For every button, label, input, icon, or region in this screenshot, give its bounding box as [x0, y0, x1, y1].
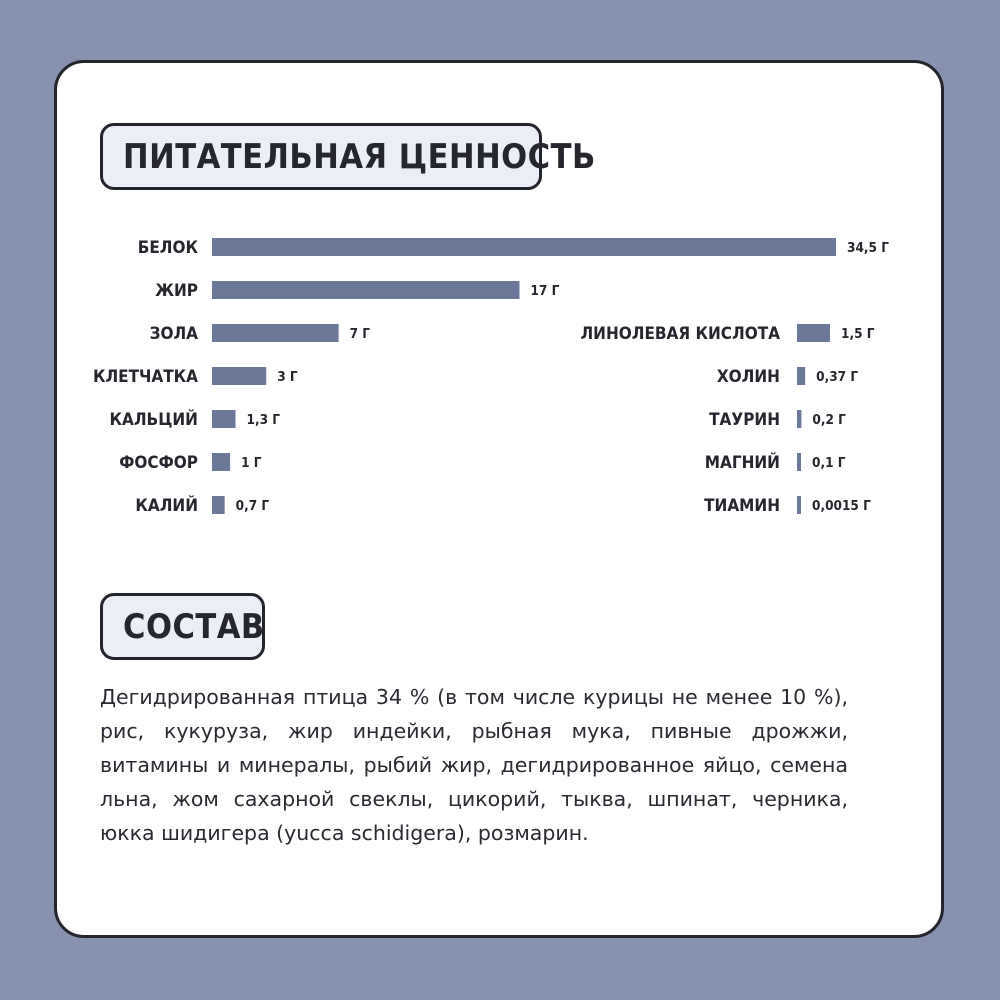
bar-series-left-5: [212, 453, 230, 471]
category-label: БЕЛОК: [137, 238, 198, 258]
value-label: 1 Г: [241, 455, 262, 471]
category-label: КЛЕТЧАТКА: [92, 367, 198, 387]
value-label: 0,0015 Г: [812, 498, 871, 514]
value-label: 0,37 Г: [816, 369, 859, 385]
category-label: МАГНИЙ: [704, 453, 780, 473]
bar-series-left-3: [212, 367, 266, 385]
category-label: ТАУРИН: [709, 410, 780, 430]
category-label: ЛИНОЛЕВАЯ КИСЛОТА: [580, 324, 780, 344]
category-label: ХОЛИН: [716, 367, 780, 387]
category-label: КАЛЬЦИЙ: [109, 410, 198, 430]
nutrition-title-text: ПИТАТЕЛЬНАЯ ЦЕННОСТЬ: [123, 136, 596, 177]
bar-series-left-2: [212, 324, 339, 342]
category-label: ФОСФОР: [119, 453, 198, 473]
value-label: 7 Г: [349, 326, 371, 342]
value-label: 3 Г: [277, 369, 298, 385]
value-label: 17 Г: [530, 283, 560, 299]
value-label: 0,1 Г: [812, 455, 846, 471]
value-label: 34,5 Г: [847, 240, 889, 256]
value-label: 0,2 Г: [812, 412, 846, 428]
category-label: КАЛИЙ: [135, 496, 198, 516]
category-label: ЖИР: [155, 281, 198, 301]
bar-series-right-4: [797, 496, 801, 514]
bar-series-left-6: [212, 496, 225, 514]
bar-series-right-3: [797, 453, 801, 471]
bar-series-left-0: [212, 238, 836, 256]
bar-series-right-2: [797, 410, 801, 428]
value-label: 0,7 Г: [235, 498, 270, 514]
composition-title-text: СОСТАВ: [123, 606, 265, 647]
value-label: 1,3 Г: [246, 412, 280, 428]
value-label: 1,5 Г: [841, 326, 875, 342]
ingredients-text: Дегидрированная птица 34 % (в том числе курицы не менее 10 %), рис, кукуруза, жир индейки, рыбная мука, пивные дрожжи, витамины и минералы, рыбий жир, дегидрированное яйцо, семена льна, жом сахарной свеклы, цикорий, тыква, шпинат, черника, юкка шидигера (yucca schidigera), розмарин.: [100, 685, 848, 845]
bar-series-right-0: [797, 324, 830, 342]
category-label: ЗОЛА: [149, 324, 198, 344]
category-label: ТИАМИН: [704, 496, 780, 516]
bar-series-left-4: [212, 410, 236, 428]
composition-section-title: [100, 593, 265, 660]
bar-series-right-1: [797, 367, 805, 385]
bar-series-left-1: [212, 281, 519, 299]
